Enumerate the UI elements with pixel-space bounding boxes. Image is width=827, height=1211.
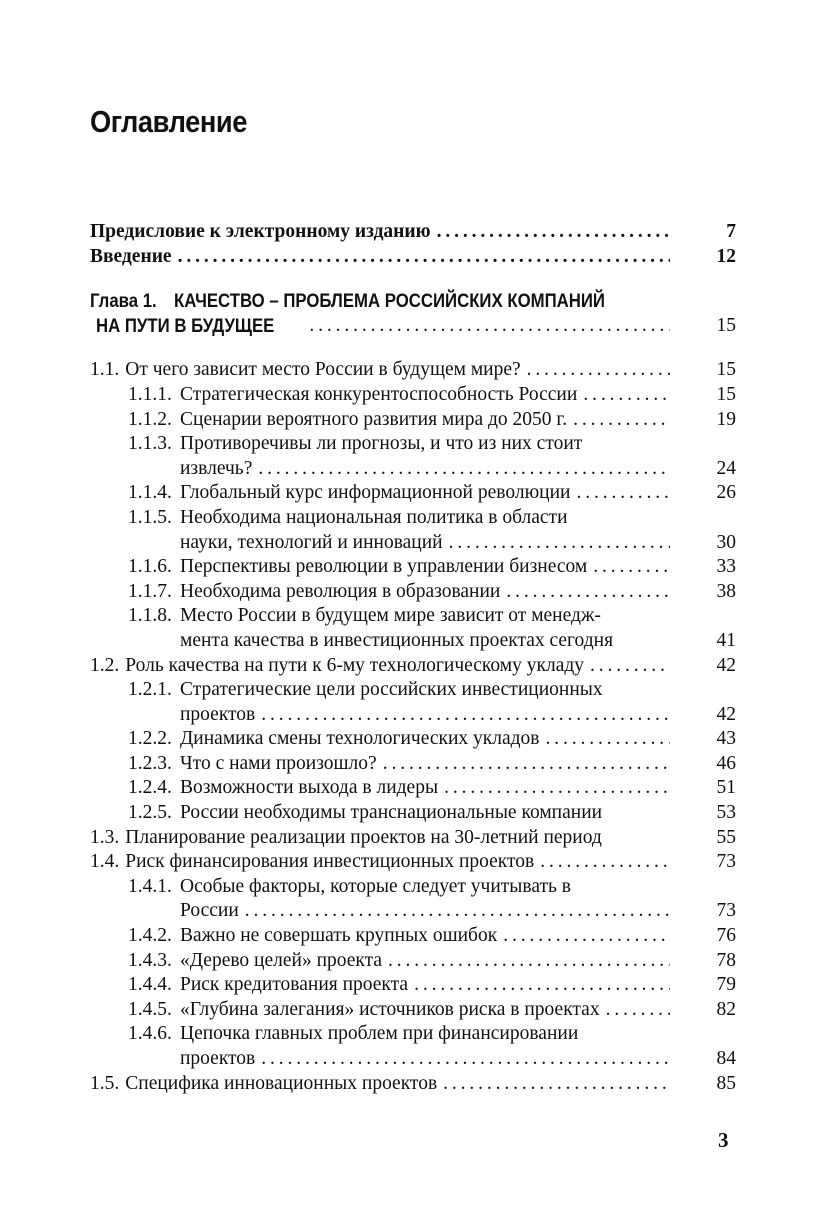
toc-entry-title: КАЧЕСТВО – ПРОБЛЕМА РОССИЙСКИХ КОМПАНИЙ xyxy=(173,290,605,313)
toc-page-number: 51 xyxy=(716,777,736,799)
leader-dots xyxy=(573,408,670,433)
toc-page-number: 15 xyxy=(716,383,736,405)
toc-entry-title: Возможности выхода в лидеры xyxy=(180,777,439,799)
toc-entry[interactable] xyxy=(90,1072,736,1097)
toc-entry-title: Планирование реализации проектов на 30-летний период xyxy=(125,826,602,848)
toc-entry-title: мента качества в инвестиционных проектах сегодня xyxy=(180,629,614,651)
toc-entry-title: Риск финансирования инвестиционных проектов xyxy=(125,851,535,873)
toc-entry-line xyxy=(90,481,736,506)
toc-entry-number: 1.1.5. xyxy=(128,506,172,528)
toc-entry-title: проектов xyxy=(180,703,256,725)
leader-dots xyxy=(443,1072,670,1097)
toc-page-number: 7 xyxy=(726,221,736,242)
toc-entry-line xyxy=(90,629,736,654)
spacer xyxy=(602,801,676,826)
toc-entry[interactable] xyxy=(90,432,736,481)
toc-entry[interactable] xyxy=(90,408,736,433)
leader-dots xyxy=(444,776,670,801)
toc-entry-title: Специфика инновационных проектов xyxy=(125,1072,438,1094)
toc-page-number: 42 xyxy=(716,703,736,725)
toc-entry-number: 1.2. xyxy=(90,654,120,676)
toc-page-number: 30 xyxy=(716,531,736,553)
toc-entry-line xyxy=(90,289,736,314)
toc-entry[interactable] xyxy=(90,654,736,679)
toc-entry[interactable] xyxy=(90,801,736,826)
toc-entry-title: Предисловие к электронному изданию xyxy=(90,221,431,242)
toc-indent xyxy=(90,703,180,728)
toc-entry-line xyxy=(90,924,736,949)
toc-entry[interactable] xyxy=(90,383,736,408)
toc-entry-number: 1.4.4. xyxy=(128,974,172,996)
toc-entry-line xyxy=(90,531,736,556)
toc-page-number: 76 xyxy=(716,925,736,947)
leader-dots xyxy=(606,998,670,1023)
toc-entry-title: Необходима революция в образовании xyxy=(180,580,501,602)
toc-entry-number: 1.1.4. xyxy=(128,482,172,504)
toc-entry-title: России необходимы транснациональные компании xyxy=(180,802,603,824)
leader-dots xyxy=(258,457,670,482)
toc-entry-number: 1.5. xyxy=(90,1072,120,1094)
spacer xyxy=(613,629,676,654)
toc-entry-number: 1.2.3. xyxy=(128,752,172,774)
leader-dots xyxy=(593,555,670,580)
toc-indent xyxy=(90,1047,180,1072)
toc-entry-line xyxy=(90,245,736,270)
toc-entry[interactable] xyxy=(90,506,736,555)
toc-indent xyxy=(90,629,180,654)
section-gap xyxy=(90,269,736,289)
toc-entry-title: Риск кредитования проекта xyxy=(180,974,409,996)
toc-page-number: 15 xyxy=(716,314,736,336)
toc-entry-line xyxy=(90,973,736,998)
table-of-contents xyxy=(90,220,736,1096)
toc-entry-number: 1.1.2. xyxy=(128,408,172,430)
toc-entry-number: 1.2.1. xyxy=(128,679,172,701)
toc-entry[interactable] xyxy=(90,973,736,998)
toc-page-number: 12 xyxy=(716,245,736,267)
leader-dots xyxy=(583,383,670,408)
leader-dots xyxy=(540,850,670,875)
leader-dots xyxy=(449,531,670,556)
leader-dots xyxy=(178,245,670,270)
toc-entry-number: 1.3. xyxy=(90,826,120,848)
toc-entry[interactable] xyxy=(90,604,736,653)
toc-entry-number: 1.4.3. xyxy=(128,949,172,971)
toc-entry-title: Стратегическая конкурентоспособность России xyxy=(180,383,578,405)
toc-page-number: 33 xyxy=(716,556,736,578)
toc-entry-number: Глава 1. xyxy=(90,290,157,313)
toc-entry-line xyxy=(90,801,736,826)
toc-page-number: 78 xyxy=(716,949,736,971)
leader-dots xyxy=(437,220,670,245)
toc-page-number: 19 xyxy=(716,408,736,430)
toc-page-number: 73 xyxy=(716,900,736,922)
toc-entry-number: 1.1.8. xyxy=(128,605,172,627)
toc-page-number: 73 xyxy=(716,851,736,873)
toc-entry-line xyxy=(90,776,736,801)
toc-entry-title: Что с нами произошло? xyxy=(180,752,377,774)
toc-entry-line xyxy=(90,727,736,752)
toc-entry[interactable] xyxy=(90,875,736,924)
toc-page-number: 43 xyxy=(716,728,736,750)
toc-entry-title: НА ПУТИ В БУДУЩЕЕ xyxy=(96,314,275,337)
leader-dots xyxy=(414,973,670,998)
toc-page-number: 85 xyxy=(716,1072,736,1094)
toc-entry-title: «Глубина залегания» источников риска в проектах xyxy=(180,998,600,1020)
toc-page-number: 38 xyxy=(716,580,736,602)
toc-page-number: 15 xyxy=(716,359,736,381)
toc-entry-number: 1.2.5. xyxy=(128,802,172,824)
leader-dots xyxy=(388,949,670,974)
toc-entry-number: 1.2.4. xyxy=(128,777,172,799)
toc-entry-title: Глобальный курс информационной революции xyxy=(180,482,571,504)
leader-dots xyxy=(546,727,670,752)
section-gap xyxy=(90,338,736,358)
toc-entry-line xyxy=(90,1022,736,1047)
toc-entry-title: Перспективы революции в управлении бизнесом xyxy=(180,556,588,578)
toc-entry-line xyxy=(90,1072,736,1097)
toc-entry-number: 1.4.2. xyxy=(128,925,172,947)
toc-entry-title: России xyxy=(180,900,239,922)
toc-entry-line xyxy=(90,703,736,728)
leader-dots xyxy=(506,580,670,605)
toc-entry-title: Особые факторы, которые следует учитывать в xyxy=(180,875,571,897)
toc-entry-number: 1.1. xyxy=(90,359,120,381)
toc-entry-line xyxy=(90,654,736,679)
toc-entry[interactable] xyxy=(90,555,736,580)
toc-entry[interactable] xyxy=(90,580,736,605)
toc-entry-line xyxy=(90,604,736,629)
toc-entry-number: 1.4.6. xyxy=(128,1023,172,1045)
toc-entry-title: Необходима национальная политика в области xyxy=(180,506,568,528)
toc-entry-number: 1.1.3. xyxy=(128,433,172,455)
toc-entry[interactable] xyxy=(90,481,736,506)
toc-entry[interactable] xyxy=(90,289,736,338)
toc-entry-line xyxy=(90,875,736,900)
toc-entry-title: извлечь? xyxy=(180,457,253,479)
toc-entry[interactable] xyxy=(90,245,736,270)
toc-entry-line xyxy=(90,1047,736,1072)
toc-entry[interactable] xyxy=(90,727,736,752)
leader-dots xyxy=(261,703,670,728)
toc-entry-number: 1.1.7. xyxy=(128,580,172,602)
toc-page-number: 26 xyxy=(716,482,736,504)
spacer xyxy=(602,826,676,851)
leader-dots xyxy=(309,314,670,339)
toc-entry-number: 1.1.1. xyxy=(128,383,172,405)
leader-dots xyxy=(590,654,670,679)
toc-page-number: 46 xyxy=(716,752,736,774)
leader-dots xyxy=(503,924,670,949)
leader-dots xyxy=(527,358,670,383)
page-number: 3 xyxy=(718,1128,729,1152)
toc-page-number: 53 xyxy=(716,802,736,824)
leader-dots xyxy=(383,752,670,777)
toc-entry-line xyxy=(90,358,736,383)
toc-entry[interactable] xyxy=(90,826,736,851)
toc-entry-number: 1.2.2. xyxy=(128,728,172,750)
toc-entry[interactable] xyxy=(90,752,736,777)
toc-entry-line xyxy=(90,826,736,851)
toc-entry-line xyxy=(90,506,736,531)
toc-page-number: 24 xyxy=(716,457,736,479)
toc-entry-title: От чего зависит место России в будущем мире? xyxy=(125,359,521,381)
toc-entry-title: науки, технологий и инноваций xyxy=(180,531,443,553)
toc-entry[interactable] xyxy=(90,949,736,974)
toc-entry-line xyxy=(90,899,736,924)
toc-page-number: 79 xyxy=(716,974,736,996)
toc-entry-line xyxy=(90,314,736,339)
toc-entry-line xyxy=(90,383,736,408)
toc-entry[interactable] xyxy=(90,924,736,949)
toc-entry-line xyxy=(90,850,736,875)
toc-entry-title: Стратегические цели российских инвестиционных xyxy=(180,679,603,701)
toc-indent xyxy=(90,457,180,482)
toc-entry[interactable] xyxy=(90,220,736,245)
toc-entry-line xyxy=(90,220,736,245)
toc-entry-line xyxy=(90,457,736,482)
toc-entry-number: 1.1.6. xyxy=(128,556,172,578)
toc-page-number: 82 xyxy=(716,998,736,1020)
toc-entry-title: Роль качества на пути к 6-му технологическому укладу xyxy=(125,654,585,676)
toc-entry-number: 1.4. xyxy=(90,851,120,873)
toc-page-number: 41 xyxy=(716,629,736,651)
toc-entry[interactable] xyxy=(90,776,736,801)
toc-entry-title: Противоречивы ли прогнозы, и что из них стоит xyxy=(180,433,583,455)
toc-entry[interactable] xyxy=(90,998,736,1023)
toc-entry-line xyxy=(90,678,736,703)
toc-indent xyxy=(90,531,180,556)
leader-dots xyxy=(261,1047,670,1072)
toc-entry-title: Введение xyxy=(90,245,172,267)
toc-entry-line xyxy=(90,998,736,1023)
toc-entry-title: «Дерево целей» проекта xyxy=(180,949,383,971)
toc-entry-title: Динамика смены технологических укладов xyxy=(180,728,540,750)
toc-entry-line xyxy=(90,949,736,974)
toc-entry-number: 1.4.1. xyxy=(128,875,172,897)
toc-indent xyxy=(90,899,180,924)
leader-dots xyxy=(576,481,670,506)
toc-entry-line xyxy=(90,432,736,457)
toc-entry-number: 1.4.5. xyxy=(128,998,172,1020)
toc-entry[interactable] xyxy=(90,1022,736,1071)
leader-dots xyxy=(245,899,670,924)
toc-entry-title: Цепочка главных проблем при финансировании xyxy=(180,1023,579,1045)
toc-entry[interactable] xyxy=(90,850,736,875)
toc-page-number: 42 xyxy=(716,654,736,676)
toc-entry-title: проектов xyxy=(180,1048,256,1069)
toc-entry-line xyxy=(90,752,736,777)
toc-entry-title: Важно не совершать крупных ошибок xyxy=(180,925,498,947)
toc-entry-title: Сценарии вероятного развития мира до 2050 г. xyxy=(180,408,568,430)
toc-page-number: 55 xyxy=(716,826,736,848)
toc-entry-line xyxy=(90,555,736,580)
toc-entry-title: Место России в будущем мире зависит от менедж- xyxy=(180,605,601,627)
page-title: Оглавление xyxy=(90,104,247,139)
toc-page-number: 84 xyxy=(716,1048,736,1069)
toc-entry-line xyxy=(90,580,736,605)
toc-entry[interactable] xyxy=(90,678,736,727)
toc-entry-line xyxy=(90,408,736,433)
toc-entry[interactable] xyxy=(90,358,736,383)
